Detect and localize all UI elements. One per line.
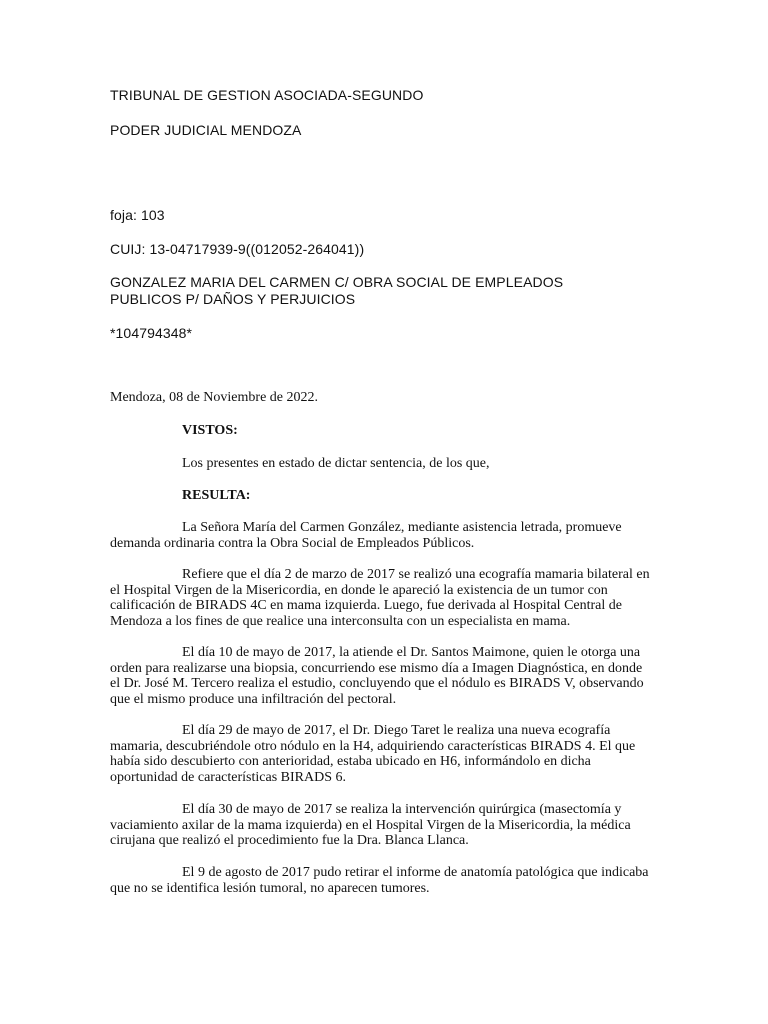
paragraph-line: el Dr. José M. Tercero realiza el estudio, concluyendo que el nódulo es BIRADS V, observando: [110, 676, 644, 691]
resulta-heading: RESULTA:: [182, 488, 251, 503]
paragraph-biopsia: [110, 645, 660, 707]
case-title-line-2: PUBLICOS P/ DAÑOS Y PERJUICIOS: [110, 291, 356, 307]
case-title-line-1: GONZALEZ MARIA DEL CARMEN C/ OBRA SOCIAL DE EMPLEADOS: [110, 274, 564, 290]
judicial-power: PODER JUDICIAL MENDOZA: [110, 122, 302, 138]
paragraph-line: cirujana que realizó el procedimiento fue la Dra. Blanca Llanca.: [110, 833, 469, 848]
paragraph-line: El día 30 de mayo de 2017 se realiza la intervención quirúrgica (masectomía y: [182, 802, 622, 817]
paragraph-line: orden para realizarse una biopsia, concurriendo ese mismo día a Imagen Diagnóstica, en donde: [110, 660, 643, 676]
paragraph-claim: [110, 520, 660, 551]
paragraph-line: El día 29 de mayo de 2017, el Dr. Diego Taret le realiza una nueva ecografía: [182, 723, 611, 738]
date-line: Mendoza, 08 de Noviembre de 2022.: [110, 390, 318, 405]
vistos-text: Los presentes en estado de dictar sentencia, de los que,: [182, 456, 490, 471]
paragraph-line: El día 10 de mayo de 2017, la atiende el Dr. Santos Maimone, quien le otorga una: [182, 645, 641, 660]
paragraph-line: El 9 de agosto de 2017 pudo retirar el informe de anatomía patológica que indicaba: [182, 865, 649, 880]
foja-number: foja: 103: [110, 207, 165, 223]
paragraph-nueva-ecografia: [110, 723, 660, 785]
paragraph-line: que el mismo produce una infiltración del pectoral.: [110, 691, 397, 707]
court-name: TRIBUNAL DE GESTION ASOCIADA-SEGUNDO: [110, 87, 424, 103]
paragraph-line: oportunidad de características BIRADS 6.: [110, 769, 346, 785]
paragraph-line: La Señora María del Carmen González, mediante asistencia letrada, promueve: [182, 520, 622, 535]
case-number: *104794348*: [110, 325, 193, 341]
paragraph-anatomia: [110, 865, 660, 896]
vistos-heading: VISTOS:: [182, 423, 238, 438]
paragraph-intervencion: [110, 802, 660, 849]
paragraph-line: demanda ordinaria contra la Obra Social de Empleados Públicos.: [110, 535, 475, 551]
paragraph-line: Refiere que el día 2 de marzo de 2017 se realizó una ecografía mamaria bilateral en: [182, 567, 650, 582]
paragraph-line: Mendoza a los fines de que realice una interconsulta con un especialista en mama.: [110, 613, 571, 629]
paragraph-line: mamaria, descubriéndole otro nódulo en la H4, adquiriendo características BIRADS 4. El que: [110, 738, 636, 754]
paragraph-ecografia: [110, 567, 660, 629]
cuij-code: CUIJ: 13-04717939-9((012052-264041)): [110, 241, 365, 257]
paragraph-line: que no se identifica lesión tumoral, no aparecen tumores.: [110, 880, 430, 896]
paragraph-line: el Hospital Virgen de la Misericordia, en donde le apareció la existencia de un tumor con: [110, 582, 608, 598]
paragraph-line: había sido descubierto con anterioridad, estaba ubicado en H6, informándolo en dicha: [110, 754, 591, 769]
paragraph-line: calificación de BIRADS 4C en mama izquierda. Luego, fue derivada al Hospital Central de: [110, 598, 622, 613]
paragraph-line: vaciamiento axilar de la mama izquierda) en el Hospital Virgen de la Misericordia, la médica: [110, 817, 631, 833]
